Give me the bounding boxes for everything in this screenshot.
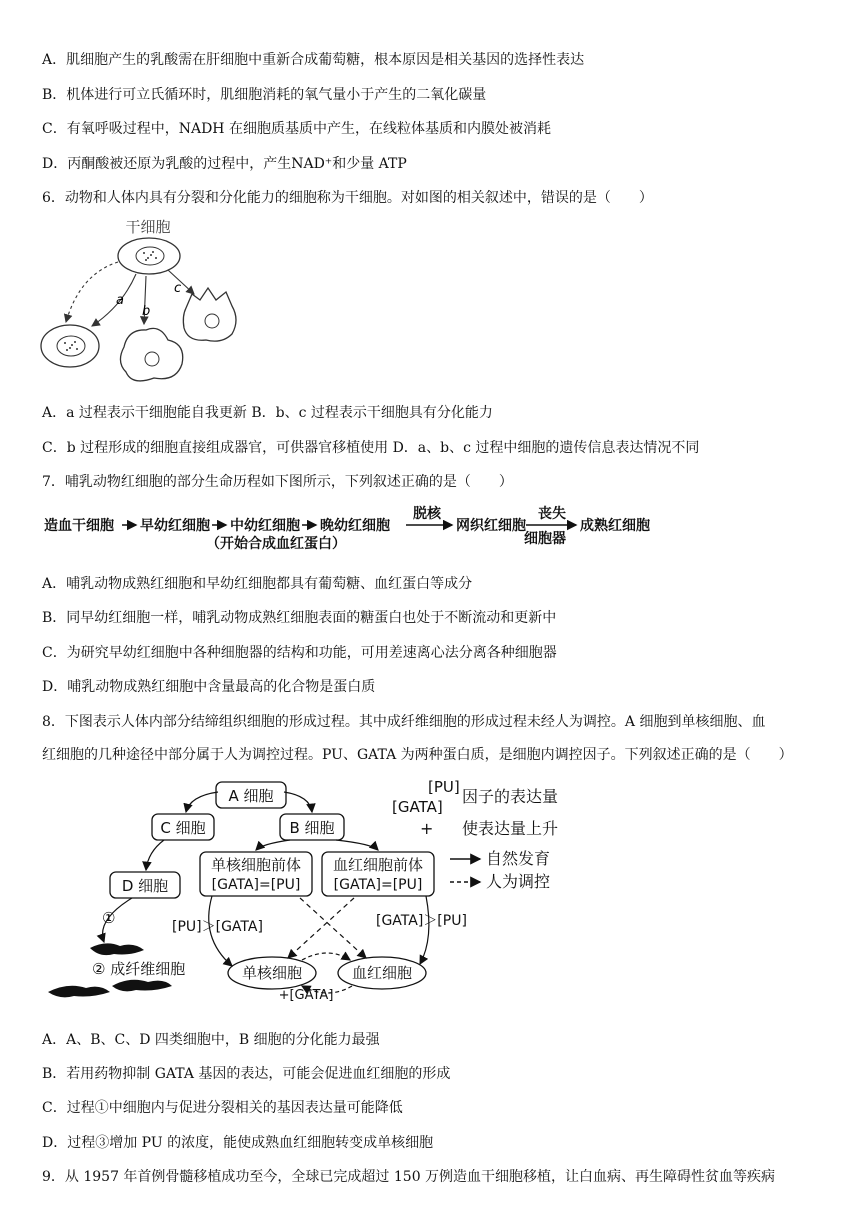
rbc-precursor-label: 血红细胞前体 <box>332 856 424 874</box>
arrow-loss-label-top: 丧失 <box>538 506 566 522</box>
q5-option-c: C．有氧呼吸过程中，NADH 在细胞质基质中产生，在线粒体基质和内膜处被消耗 <box>42 121 551 137</box>
q8-option-b: B．若用药物抑制 GATA 基因的表达，可能会促进血红细胞的形成 <box>42 1066 451 1082</box>
monocyte-label: 单核细胞 <box>241 964 303 982</box>
legend-increase: 使表达量上升 <box>462 819 559 838</box>
b-cell-label: B 细胞 <box>289 819 335 837</box>
rbc-precursor-equation: [GATA]=[PU] <box>333 877 423 893</box>
stem-cell-figure <box>36 212 266 392</box>
q6-options-ab: A．a 过程表示干细胞能自我更新 B．b、c 过程表示干细胞具有分化能力 <box>42 405 493 421</box>
gata-greater-pu-label: [GATA]＞[PU] <box>376 913 467 929</box>
c-cell-label: C 细胞 <box>160 819 206 837</box>
mono-precursor-label: 单核细胞前体 <box>210 856 302 874</box>
step-2-fibroblast-label: ② 成纤维细胞 <box>92 960 186 978</box>
mono-precursor-equation: [GATA]=[PU] <box>211 877 301 893</box>
label-c: c <box>174 281 182 296</box>
legend-gata: [GATA] <box>392 798 443 816</box>
legend-natural: 自然发育 <box>486 849 551 868</box>
label-b: b <box>142 304 151 319</box>
q7-option-c: C．为研究早幼红细胞中各种细胞器的结构和功能，可用差速离心法分离各种细胞器 <box>42 645 557 661</box>
fig6-title: 干细胞 <box>125 218 171 236</box>
plus-gata-label: +[GATA] <box>278 988 334 1003</box>
q8-stem-line1: 8．下图表示人体内部分结缔组织细胞的形成过程。其中成纤维细胞的形成过程未经人为调控。A 细胞到单核细胞、血 <box>42 714 766 730</box>
q7-option-a: A．哺乳动物成熟红细胞和早幼红细胞都具有葡萄糖、血红蛋白等成分 <box>42 576 473 592</box>
q7-option-d: D．哺乳动物成熟红细胞中含量最高的化合物是蛋白质 <box>42 679 376 695</box>
arrow-loss-label-bottom: 细胞器 <box>524 531 566 547</box>
legend-pu: [PU] <box>428 778 460 796</box>
q5-option-b: B．机体进行可立氏循环时，肌细胞消耗的氧气量小于产生的二氧化碳量 <box>42 87 487 103</box>
legend-artificial: 人为调控 <box>486 872 551 891</box>
pu-greater-gata-label: [PU]＞[GATA] <box>172 919 263 935</box>
cell-c-nucleus <box>205 314 219 328</box>
stem-cell-nucleus <box>136 247 164 265</box>
arrow-a <box>92 274 136 326</box>
q9-stem: 9．从 1957 年首例骨髓移植成功至今，全球已完成超过 150 万例造血干细胞移植，让白血病、再生障碍性贫血等疾病 <box>42 1169 776 1185</box>
red-cell-label: 血红细胞 <box>351 964 413 982</box>
arrow-dehydration-label: 脱核 <box>413 506 441 522</box>
flow-note: （开始合成血红蛋白） <box>206 536 346 552</box>
flow-step-3: 中幼红细胞 <box>230 518 300 534</box>
red-cell-flow-diagram <box>40 503 660 559</box>
connective-cell-figure <box>40 770 600 1010</box>
q5-option-d: D．丙酮酸被还原为乳酸的过程中，产生NAD⁺和少量 ATP <box>42 156 407 172</box>
q7-option-b: B．同早幼红细胞一样，哺乳动物成熟红细胞表面的糖蛋白也处于不断流动和更新中 <box>42 610 557 626</box>
flow-step-2: 早幼红细胞 <box>140 518 210 534</box>
a-cell-label: A 细胞 <box>228 787 274 805</box>
q8-option-a: A．A、B、C、D 四类细胞中，B 细胞的分化能力最强 <box>42 1032 380 1048</box>
flow-step-5: 网织红细胞 <box>456 518 526 534</box>
d-cell-label: D 细胞 <box>121 877 169 895</box>
q6-options-cd: C．b 过程形成的细胞直接组成器官，可供器官移植使用 D．a、b、c 过程中细胞的遗传信息表达情况不同 <box>42 440 700 456</box>
self-renewal-dashed-arrow <box>66 262 118 322</box>
legend-plus: + <box>420 819 434 838</box>
flow-step-4: 晚幼红细胞 <box>320 518 390 534</box>
flow-step-6: 成熟红细胞 <box>580 518 650 534</box>
step-1-label: ① <box>102 909 116 927</box>
q6-stem: 6．动物和人体内具有分裂和分化能力的细胞称为干细胞。对如图的相关叙述中，错误的是（ ） <box>42 190 653 206</box>
q8-stem-line2: 红细胞的几种途径中部分属于人为调控过程。PU、GATA 为两种蛋白质，是细胞内调控因子。下列叙述正确的是（ ） <box>42 747 793 763</box>
label-a: a <box>116 293 124 308</box>
legend-expression: 因子的表达量 <box>462 787 559 806</box>
q7-stem: 7．哺乳动物红细胞的部分生命历程如下图所示，下列叙述正确的是（ ） <box>42 474 513 490</box>
q8-option-d: D．过程③增加 PU 的浓度，能使成熟血红细胞转变成单核细胞 <box>42 1135 434 1151</box>
q5-option-a: A．肌细胞产生的乳酸需在肝细胞中重新合成葡萄糖，根本原因是相关基因的选择性表达 <box>42 52 585 68</box>
q8-option-c: C．过程①中细胞内与促进分裂相关的基因表达量可能降低 <box>42 1100 403 1116</box>
flow-step-1: 造血干细胞 <box>44 518 114 534</box>
cell-b-nucleus <box>145 352 159 366</box>
daughter-cell-nucleus <box>57 336 85 356</box>
